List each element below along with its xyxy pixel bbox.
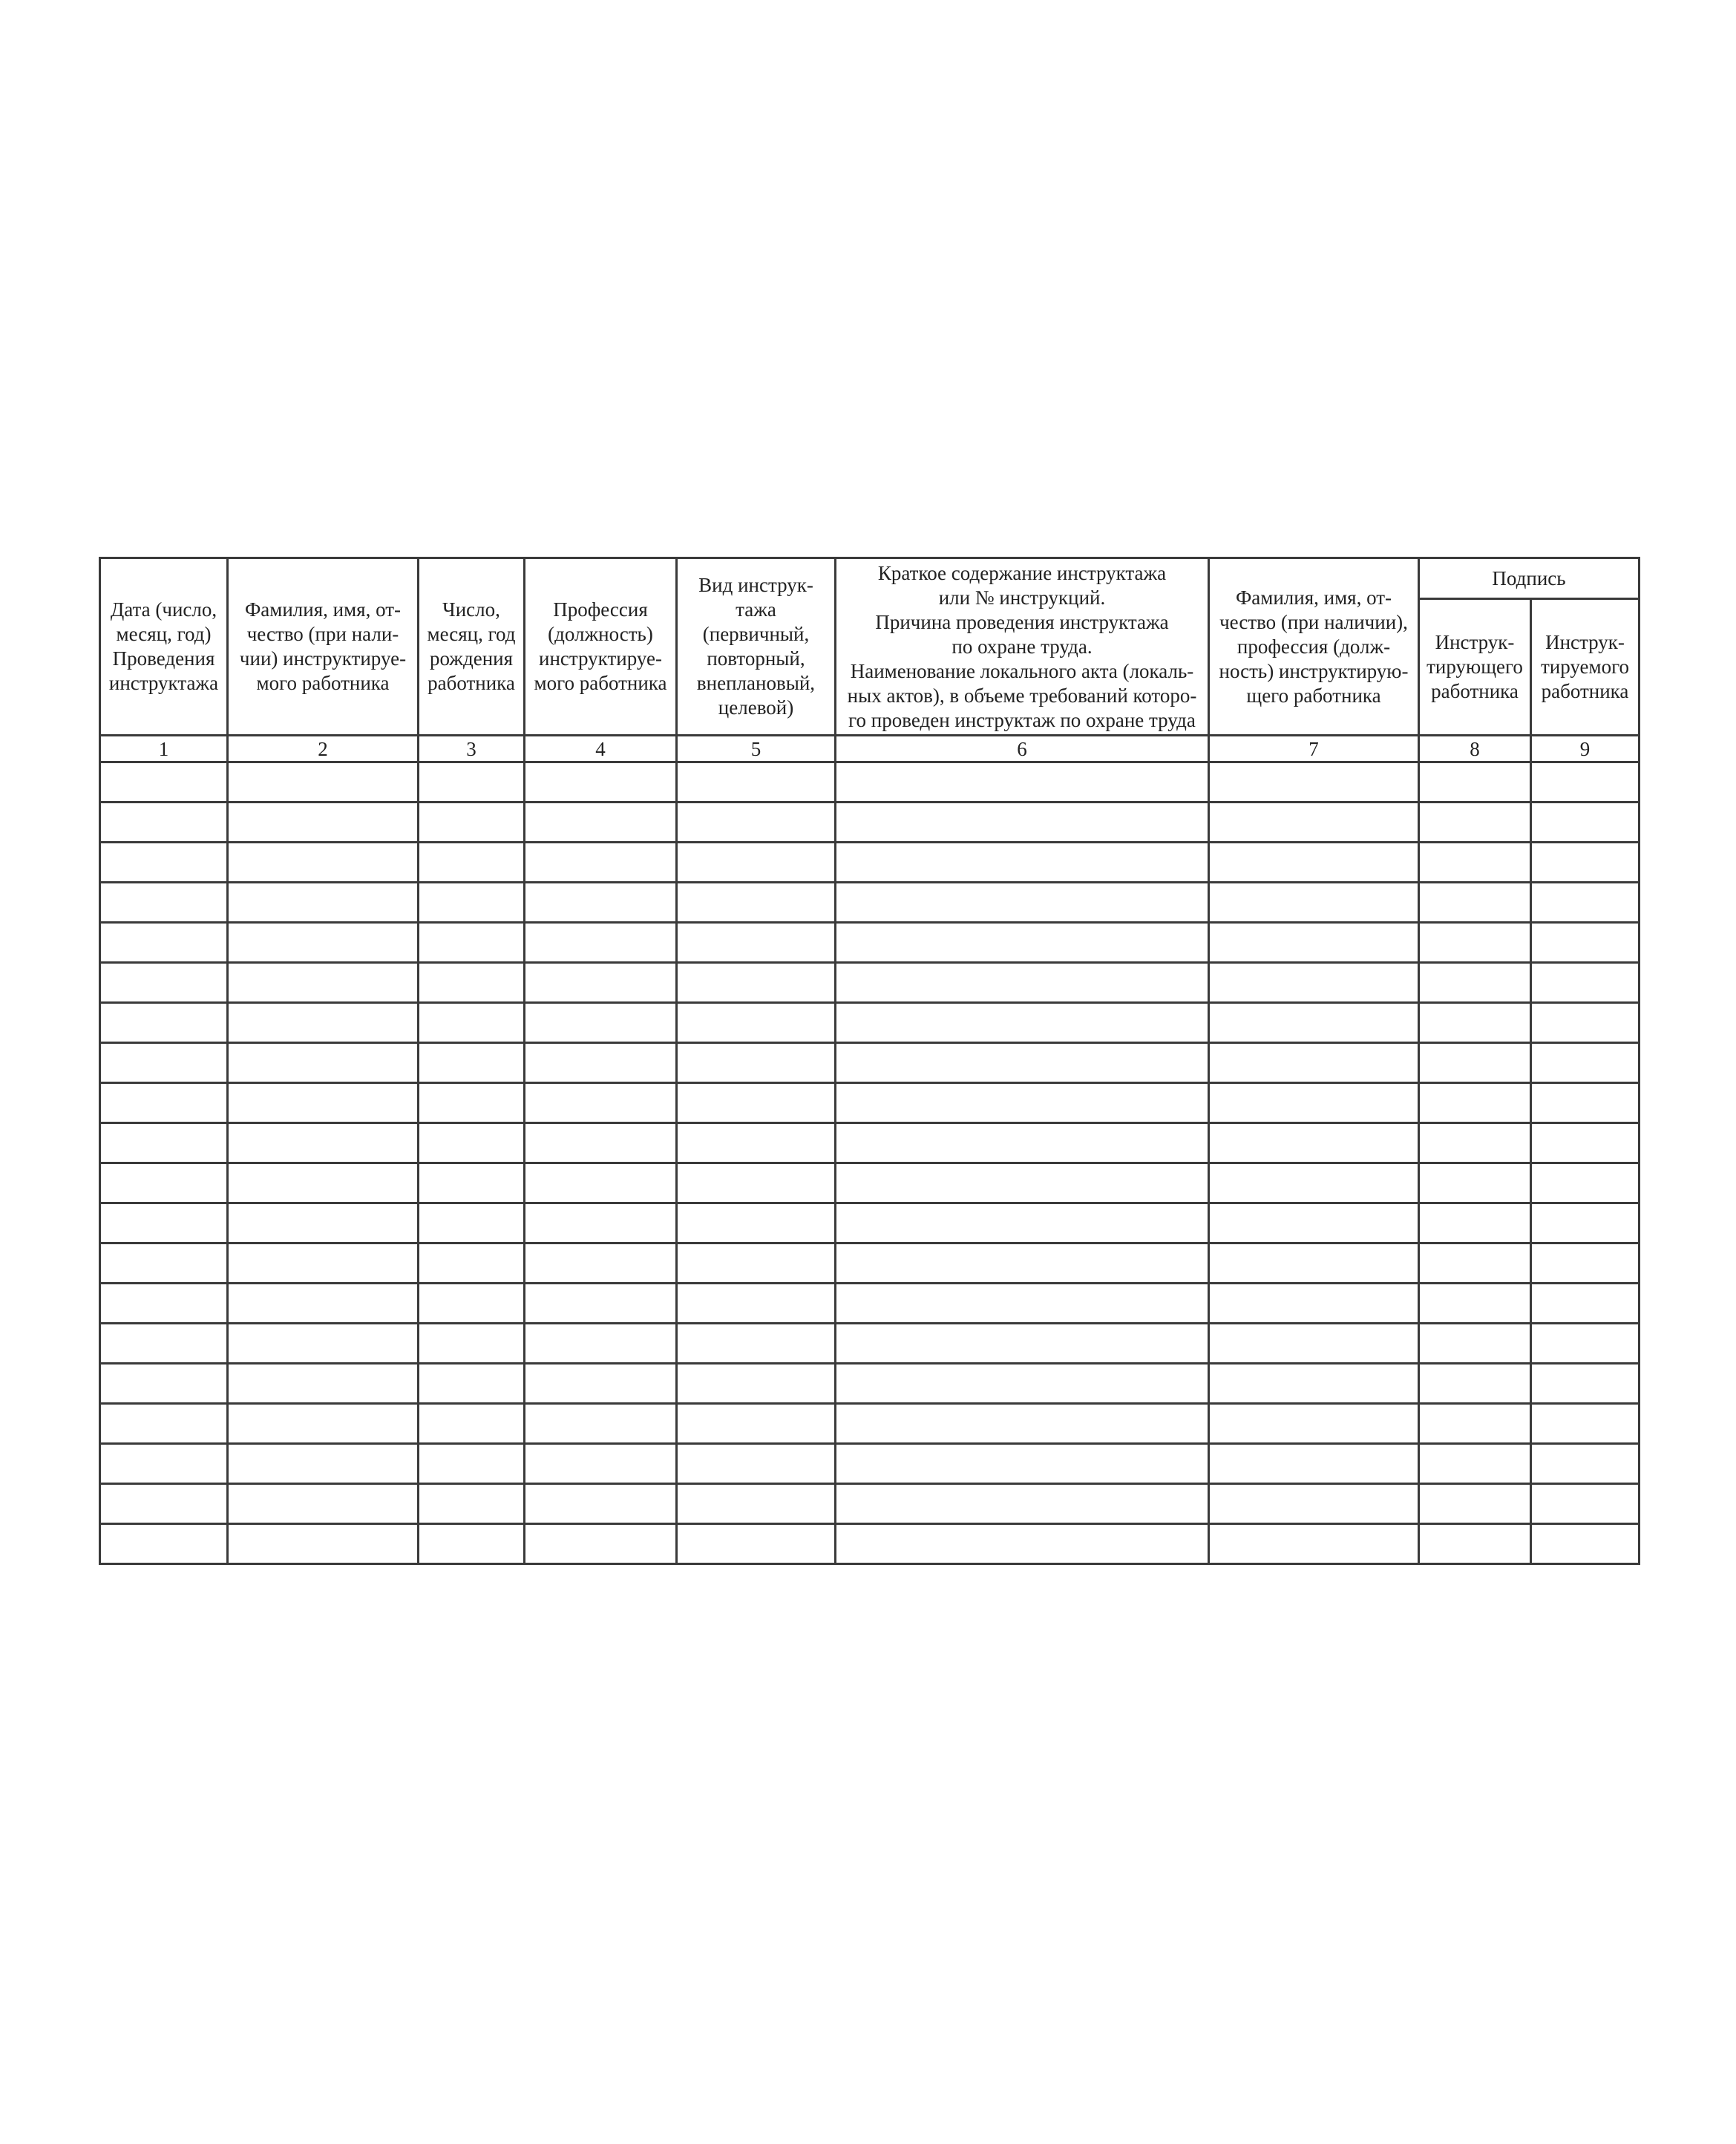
table-row bbox=[100, 1364, 1640, 1404]
table-cell[interactable] bbox=[419, 963, 525, 1003]
table-cell[interactable] bbox=[228, 883, 419, 923]
table-row bbox=[100, 1043, 1640, 1083]
table-cell[interactable] bbox=[419, 843, 525, 883]
table-row bbox=[100, 803, 1640, 843]
table-cell[interactable] bbox=[836, 923, 1209, 963]
table-cell[interactable] bbox=[1531, 1444, 1640, 1484]
table-cell[interactable] bbox=[1531, 1404, 1640, 1444]
table-cell[interactable] bbox=[1419, 1324, 1531, 1364]
table-cell[interactable] bbox=[1531, 1003, 1640, 1043]
table-cell[interactable] bbox=[1531, 1083, 1640, 1123]
table-cell[interactable] bbox=[525, 762, 677, 803]
table-cell[interactable] bbox=[525, 1203, 677, 1243]
table-cell[interactable] bbox=[1209, 762, 1419, 803]
table-cell[interactable] bbox=[228, 1444, 419, 1484]
table-cell[interactable] bbox=[836, 762, 1209, 803]
table-cell[interactable] bbox=[1531, 923, 1640, 963]
table-cell[interactable] bbox=[100, 1484, 228, 1524]
table-cell[interactable] bbox=[100, 843, 228, 883]
table-cell[interactable] bbox=[1419, 1003, 1531, 1043]
table-cell[interactable] bbox=[228, 963, 419, 1003]
header-worker-signature: Инструк- тируемого работника bbox=[1531, 599, 1640, 736]
column-number: 3 bbox=[419, 736, 525, 762]
table-cell[interactable] bbox=[677, 1163, 836, 1203]
header-instructor-signature: Инструк- тирующего работника bbox=[1419, 599, 1531, 736]
table-cell[interactable] bbox=[836, 1203, 1209, 1243]
table-cell[interactable] bbox=[836, 1364, 1209, 1404]
table-row bbox=[100, 843, 1640, 883]
table-cell[interactable] bbox=[1531, 1324, 1640, 1364]
instruction-journal-table bbox=[99, 557, 1640, 1565]
header-profession: Профессия (должность) инструктируе- мого работника bbox=[525, 558, 677, 736]
table-cell[interactable] bbox=[1209, 1163, 1419, 1203]
table-cell[interactable] bbox=[677, 963, 836, 1003]
table-cell[interactable] bbox=[100, 1123, 228, 1163]
header-worker-name: Фамилия, имя, от- чество (при нали- чии) инструктируе- мого работника bbox=[228, 558, 419, 736]
table-cell[interactable] bbox=[836, 803, 1209, 843]
table-cell[interactable] bbox=[1531, 803, 1640, 843]
table-row bbox=[100, 883, 1640, 923]
column-numbers-row bbox=[100, 736, 1640, 762]
table-cell[interactable] bbox=[1209, 1123, 1419, 1163]
table-cell[interactable] bbox=[1419, 1284, 1531, 1324]
table-cell[interactable] bbox=[1419, 1163, 1531, 1203]
table-cell[interactable] bbox=[836, 1003, 1209, 1043]
table-cell[interactable] bbox=[1531, 843, 1640, 883]
table-cell[interactable] bbox=[419, 1043, 525, 1083]
table-cell[interactable] bbox=[1419, 1243, 1531, 1284]
table-cell[interactable] bbox=[525, 923, 677, 963]
table-cell[interactable] bbox=[677, 883, 836, 923]
table-cell[interactable] bbox=[677, 1243, 836, 1284]
table-cell[interactable] bbox=[100, 1364, 228, 1404]
table-row bbox=[100, 1083, 1640, 1123]
table-cell[interactable] bbox=[1419, 1203, 1531, 1243]
table-cell[interactable] bbox=[836, 1243, 1209, 1284]
table-cell[interactable] bbox=[1531, 1484, 1640, 1524]
table-cell[interactable] bbox=[677, 843, 836, 883]
table-row bbox=[100, 1284, 1640, 1324]
table-cell[interactable] bbox=[1419, 803, 1531, 843]
table-cell[interactable] bbox=[100, 1444, 228, 1484]
column-number: 8 bbox=[1419, 736, 1531, 762]
table-cell[interactable] bbox=[525, 883, 677, 923]
table-cell[interactable] bbox=[228, 803, 419, 843]
table-cell[interactable] bbox=[836, 1083, 1209, 1123]
table-row bbox=[100, 1484, 1640, 1524]
table-cell[interactable] bbox=[419, 1284, 525, 1324]
table-cell[interactable] bbox=[419, 1163, 525, 1203]
table-cell[interactable] bbox=[419, 1123, 525, 1163]
table-cell[interactable] bbox=[228, 1324, 419, 1364]
table-row bbox=[100, 1243, 1640, 1284]
table-cell[interactable] bbox=[1419, 1484, 1531, 1524]
table-cell[interactable] bbox=[1209, 1003, 1419, 1043]
table-row bbox=[100, 1404, 1640, 1444]
table-cell[interactable] bbox=[1419, 762, 1531, 803]
table-cell[interactable] bbox=[1419, 1364, 1531, 1404]
table-cell[interactable] bbox=[525, 1364, 677, 1404]
table-cell[interactable] bbox=[1419, 923, 1531, 963]
table-cell[interactable] bbox=[419, 1203, 525, 1243]
table-cell[interactable] bbox=[836, 1163, 1209, 1203]
table-cell[interactable] bbox=[1531, 762, 1640, 803]
table-row bbox=[100, 1003, 1640, 1043]
column-number: 9 bbox=[1531, 736, 1640, 762]
table-cell[interactable] bbox=[1531, 1364, 1640, 1404]
table-row bbox=[100, 963, 1640, 1003]
table-row bbox=[100, 762, 1640, 803]
table-cell[interactable] bbox=[677, 1484, 836, 1524]
column-number: 7 bbox=[1209, 736, 1419, 762]
header-instructor-name: Фамилия, имя, от- чество (при наличии), профессия (долж- ность) инструктирую- щего работника bbox=[1209, 558, 1419, 736]
table-cell[interactable] bbox=[228, 1043, 419, 1083]
table-cell[interactable] bbox=[836, 1444, 1209, 1484]
table-cell[interactable] bbox=[836, 1123, 1209, 1163]
table-cell[interactable] bbox=[228, 843, 419, 883]
table-cell[interactable] bbox=[100, 1284, 228, 1324]
table-row bbox=[100, 1123, 1640, 1163]
table-cell[interactable] bbox=[525, 1404, 677, 1444]
header-birth-date: Число, месяц, год рождения работника bbox=[419, 558, 525, 736]
table-cell[interactable] bbox=[677, 1043, 836, 1083]
table-cell[interactable] bbox=[100, 1203, 228, 1243]
table-cell[interactable] bbox=[677, 1083, 836, 1123]
table-cell[interactable] bbox=[228, 1284, 419, 1324]
table-row bbox=[100, 923, 1640, 963]
table-cell[interactable] bbox=[419, 1003, 525, 1043]
table-cell[interactable] bbox=[836, 1043, 1209, 1083]
table-cell[interactable] bbox=[419, 1324, 525, 1364]
table-cell[interactable] bbox=[419, 1524, 525, 1564]
table-cell[interactable] bbox=[1419, 1404, 1531, 1444]
table-cell[interactable] bbox=[1209, 1203, 1419, 1243]
table-cell[interactable] bbox=[677, 923, 836, 963]
table-cell[interactable] bbox=[419, 1444, 525, 1484]
table-cell[interactable] bbox=[228, 1123, 419, 1163]
table-cell[interactable] bbox=[228, 1163, 419, 1203]
table-cell[interactable] bbox=[525, 963, 677, 1003]
table-cell[interactable] bbox=[677, 803, 836, 843]
table-cell[interactable] bbox=[100, 1083, 228, 1123]
table-cell[interactable] bbox=[677, 1284, 836, 1324]
table-cell[interactable] bbox=[100, 923, 228, 963]
table-cell[interactable] bbox=[419, 1083, 525, 1123]
table-cell[interactable] bbox=[100, 963, 228, 1003]
table-cell[interactable] bbox=[677, 1444, 836, 1484]
table-cell[interactable] bbox=[836, 1524, 1209, 1564]
table-cell[interactable] bbox=[525, 1524, 677, 1564]
table-cell[interactable] bbox=[100, 883, 228, 923]
table-cell[interactable] bbox=[100, 1043, 228, 1083]
table-row bbox=[100, 1324, 1640, 1364]
table-cell[interactable] bbox=[1209, 1364, 1419, 1404]
table-cell[interactable] bbox=[836, 843, 1209, 883]
table-cell[interactable] bbox=[419, 923, 525, 963]
column-number: 5 bbox=[677, 736, 836, 762]
table-cell[interactable] bbox=[100, 1163, 228, 1203]
column-number: 4 bbox=[525, 736, 677, 762]
table-cell[interactable] bbox=[836, 883, 1209, 923]
table-cell[interactable] bbox=[1531, 1243, 1640, 1284]
column-number: 2 bbox=[228, 736, 419, 762]
table-cell[interactable] bbox=[419, 1243, 525, 1284]
table-cell[interactable] bbox=[1209, 883, 1419, 923]
table-cell[interactable] bbox=[677, 1324, 836, 1364]
table-cell[interactable] bbox=[419, 1404, 525, 1444]
table-cell[interactable] bbox=[525, 1083, 677, 1123]
table-cell[interactable] bbox=[525, 1243, 677, 1284]
table-cell[interactable] bbox=[525, 1444, 677, 1484]
table-row bbox=[100, 1203, 1640, 1243]
table-cell[interactable] bbox=[1531, 1163, 1640, 1203]
table-cell[interactable] bbox=[1531, 1203, 1640, 1243]
header-instruction-content: Краткое содержание инструктажа или № инструкций. Причина проведения инструктажа по охране труда. Наименование локального акта (локаль- ных актов), в объеме требований которо- го проведен инструктаж по охране труда bbox=[836, 558, 1209, 736]
table-cell[interactable] bbox=[228, 1083, 419, 1123]
table-cell[interactable] bbox=[525, 1003, 677, 1043]
table-cell[interactable] bbox=[1209, 1324, 1419, 1364]
table-cell[interactable] bbox=[100, 762, 228, 803]
table-cell[interactable] bbox=[1419, 1123, 1531, 1163]
table-cell[interactable] bbox=[100, 1404, 228, 1444]
table-cell[interactable] bbox=[419, 1484, 525, 1524]
table-cell[interactable] bbox=[228, 1484, 419, 1524]
table-cell[interactable] bbox=[100, 1243, 228, 1284]
table-cell[interactable] bbox=[1531, 1524, 1640, 1564]
table-cell[interactable] bbox=[525, 1043, 677, 1083]
table-cell[interactable] bbox=[228, 1203, 419, 1243]
table-cell[interactable] bbox=[419, 803, 525, 843]
table-cell[interactable] bbox=[1419, 963, 1531, 1003]
table-cell[interactable] bbox=[1419, 843, 1531, 883]
table-cell[interactable] bbox=[677, 1123, 836, 1163]
table-cell[interactable] bbox=[1419, 1083, 1531, 1123]
table-cell[interactable] bbox=[1531, 1284, 1640, 1324]
table-cell[interactable] bbox=[836, 963, 1209, 1003]
header-instruction-type: Вид инструк- тажа (первичный, повторный, внеплановый, целевой) bbox=[677, 558, 836, 736]
table-cell[interactable] bbox=[1419, 1524, 1531, 1564]
table-cell[interactable] bbox=[677, 762, 836, 803]
table-cell[interactable] bbox=[525, 1123, 677, 1163]
table-cell[interactable] bbox=[1531, 883, 1640, 923]
table-cell[interactable] bbox=[1209, 923, 1419, 963]
table-cell[interactable] bbox=[1209, 1444, 1419, 1484]
table-cell[interactable] bbox=[419, 883, 525, 923]
table-cell[interactable] bbox=[1209, 1284, 1419, 1324]
table-cell[interactable] bbox=[1209, 1484, 1419, 1524]
table-cell[interactable] bbox=[1209, 963, 1419, 1003]
table-cell[interactable] bbox=[1419, 883, 1531, 923]
table-cell[interactable] bbox=[1209, 1524, 1419, 1564]
table-cell[interactable] bbox=[228, 1404, 419, 1444]
table-cell[interactable] bbox=[1209, 1083, 1419, 1123]
table-cell[interactable] bbox=[1209, 1243, 1419, 1284]
table-cell[interactable] bbox=[1209, 803, 1419, 843]
table-cell[interactable] bbox=[1419, 1444, 1531, 1484]
table-cell[interactable] bbox=[419, 762, 525, 803]
table-cell[interactable] bbox=[228, 1243, 419, 1284]
table-cell[interactable] bbox=[228, 1364, 419, 1404]
table-row bbox=[100, 1163, 1640, 1203]
table-cell[interactable] bbox=[1209, 1043, 1419, 1083]
table-cell[interactable] bbox=[836, 1284, 1209, 1324]
table-cell[interactable] bbox=[525, 803, 677, 843]
table-cell[interactable] bbox=[836, 1484, 1209, 1524]
table-cell[interactable] bbox=[677, 1404, 836, 1444]
table-cell[interactable] bbox=[677, 1364, 836, 1404]
table-cell[interactable] bbox=[1209, 1404, 1419, 1444]
table-cell[interactable] bbox=[100, 1324, 228, 1364]
table-cell[interactable] bbox=[100, 1524, 228, 1564]
table-cell[interactable] bbox=[677, 1524, 836, 1564]
table-cell[interactable] bbox=[836, 1404, 1209, 1444]
table-cell[interactable] bbox=[677, 1003, 836, 1043]
table-cell[interactable] bbox=[1531, 963, 1640, 1003]
table-cell[interactable] bbox=[525, 843, 677, 883]
table-cell[interactable] bbox=[1209, 843, 1419, 883]
table-cell[interactable] bbox=[100, 1003, 228, 1043]
table-cell[interactable] bbox=[1531, 1043, 1640, 1083]
table-cell[interactable] bbox=[228, 1524, 419, 1564]
table-cell[interactable] bbox=[525, 1484, 677, 1524]
header-row-top bbox=[100, 558, 1640, 599]
table-cell[interactable] bbox=[1531, 1123, 1640, 1163]
table-cell[interactable] bbox=[228, 923, 419, 963]
table-cell[interactable] bbox=[1419, 1043, 1531, 1083]
table-row bbox=[100, 1524, 1640, 1564]
table-cell[interactable] bbox=[677, 1203, 836, 1243]
table-cell[interactable] bbox=[419, 1364, 525, 1404]
table-cell[interactable] bbox=[100, 803, 228, 843]
table-cell[interactable] bbox=[525, 1324, 677, 1364]
column-number: 1 bbox=[100, 736, 228, 762]
column-number: 6 bbox=[836, 736, 1209, 762]
header-date: Дата (число, месяц, год) Проведения инструктажа bbox=[100, 558, 228, 736]
table-cell[interactable] bbox=[525, 1284, 677, 1324]
table-cell[interactable] bbox=[836, 1324, 1209, 1364]
table-cell[interactable] bbox=[228, 762, 419, 803]
table-cell[interactable] bbox=[525, 1163, 677, 1203]
table-cell[interactable] bbox=[228, 1003, 419, 1043]
header-signature-group: Подпись bbox=[1419, 558, 1640, 599]
table-row bbox=[100, 1444, 1640, 1484]
